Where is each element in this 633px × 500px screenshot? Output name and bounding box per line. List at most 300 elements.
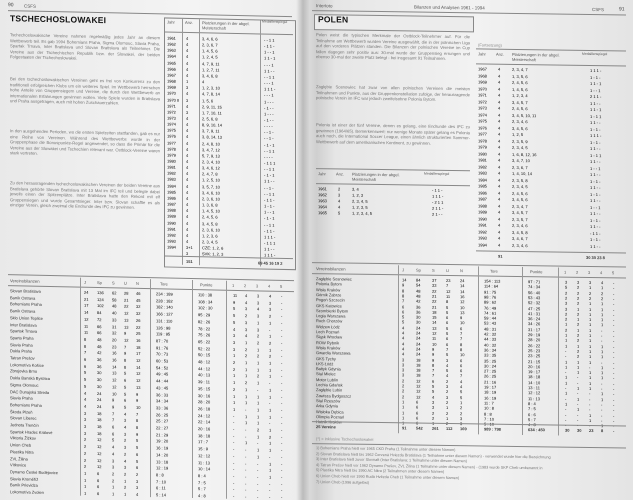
games-cell: 24 xyxy=(416,335,421,341)
points-cell: 4 : 8 xyxy=(198,493,206,499)
total-cell: 169 xyxy=(460,426,467,432)
rank-3-cell: 1 xyxy=(589,359,592,365)
rank-4-cell: 1 xyxy=(269,474,272,480)
club-name-cell: Škoda Plzeň xyxy=(10,408,33,415)
points-cell: 39 : 11 xyxy=(198,379,210,385)
count-cell: 4 xyxy=(186,214,189,220)
year-cell: 1981 xyxy=(478,157,487,163)
year-cell: 1974 xyxy=(478,111,487,118)
losses-cell: 12 xyxy=(460,299,465,305)
right-cont-header-jahr: Jahr xyxy=(478,51,486,57)
rank-1-cell: 1 xyxy=(565,390,568,396)
medals-cell: - 1 - - xyxy=(264,105,274,111)
medals-cell: 1 - - 1 xyxy=(264,49,275,56)
medals-cell: 1 - 1 - xyxy=(590,126,601,132)
losses-cell: 9 xyxy=(460,315,463,321)
wins-cell: 4 xyxy=(112,444,115,450)
seasons-cell: 14 xyxy=(402,277,407,283)
count-cell: 4 xyxy=(186,121,189,128)
year-cell: 1983 xyxy=(478,170,487,176)
rank-3-cell: - xyxy=(257,467,259,473)
games-cell: 12 xyxy=(416,383,421,389)
points-cell: 7 : 5 xyxy=(198,479,206,485)
left-club-header-tore: Tore xyxy=(160,281,168,287)
year-cell: 1992 xyxy=(478,228,487,235)
points-cell: 75 : 26 xyxy=(198,332,211,338)
rank-5-cell: - xyxy=(281,481,283,487)
rank-3-cell: 1 xyxy=(257,320,260,326)
count-cell: 4 xyxy=(498,190,501,196)
left-page xyxy=(0,0,300,500)
rank-4-cell: - xyxy=(269,327,271,333)
goals-cell: 22 : 27 xyxy=(156,425,169,431)
rank-1-cell: - xyxy=(233,446,235,453)
medals-cell: 1 - 1 - xyxy=(590,178,601,184)
rank-4-cell: - xyxy=(601,402,603,408)
placings-cell: 3, 4, 5, 6 xyxy=(512,125,528,131)
rank-5-cell: - xyxy=(281,494,283,500)
right-club-col-sep-1 xyxy=(398,265,399,433)
points-cell: 10 : 14 xyxy=(198,466,211,472)
losses-cell: 32 xyxy=(136,304,141,310)
rank-2-cell: 2 xyxy=(577,295,580,301)
rank-3-cell: 3 xyxy=(589,279,592,285)
points-cell: 35 : 15 xyxy=(198,385,211,392)
rank-2-cell: 4 xyxy=(245,299,248,305)
rank-3-cell: 2 xyxy=(257,373,260,379)
wins-cell: 31 xyxy=(112,323,117,329)
rank-1-cell: 1 xyxy=(565,401,568,407)
goals-cell: 8 : 8 xyxy=(156,472,164,478)
placings-cell: 3, 4, 5, 10, 11 xyxy=(512,112,537,118)
left-year-col-sep-1 xyxy=(182,19,183,265)
rank-5-cell: - xyxy=(613,333,615,339)
placings-cell: 4, 7, 9, 11 xyxy=(202,60,220,67)
medals-cell: 1 - 1 - xyxy=(590,191,601,197)
left-club-header-j: J xyxy=(84,279,86,285)
rank-4-cell: - xyxy=(269,481,271,487)
rank-2-cell: 4 xyxy=(245,333,248,339)
goals-cell: 60 : 53 xyxy=(156,358,169,364)
rank-2-cell: 1 xyxy=(245,373,248,379)
losses-cell: 1 xyxy=(460,400,463,406)
right-club-top-rule xyxy=(312,262,626,267)
footnote: 6) Union Cheb hieß vor 1990 Rudá Hvězda Cheb (1 Teilnahme unter diesem Namen) xyxy=(316,474,460,481)
wins-cell: 5 xyxy=(112,437,115,443)
year-cell: 1986 xyxy=(167,195,176,201)
points-cell: 14 : 10 xyxy=(528,379,541,385)
points-cell: 11 : 13 xyxy=(198,459,210,465)
count-cell: 4 xyxy=(498,112,501,118)
right-small-header-anz: Anz. xyxy=(336,171,345,177)
rank-4-cell: - xyxy=(601,417,603,423)
club-name-cell: Lechia Gdańsk xyxy=(316,382,343,388)
draws-cell: 6 xyxy=(124,377,127,383)
year-cell: 1970 II xyxy=(167,96,180,103)
losses-cell: 12 xyxy=(136,377,141,384)
rank-3-cell: 1 xyxy=(589,306,592,312)
placings-cell: 2, 3, 4, 7 xyxy=(512,203,528,209)
seasons-cell: 4 xyxy=(402,340,405,346)
losses-cell: 4 xyxy=(460,384,463,390)
rank-1-cell: 1 xyxy=(565,359,568,365)
club-name-cell: Ruch Chorzów xyxy=(316,318,343,324)
placings-cell: CZE: 1, 2, 6 xyxy=(202,245,224,251)
rank-3-cell: 1 xyxy=(589,385,592,391)
club-name-cell: Dukla Banská Bystrica xyxy=(10,375,51,382)
losses-cell: 5 xyxy=(460,389,463,395)
left-club-header-sp: Sp xyxy=(97,280,102,286)
rank-4-cell: 1 xyxy=(269,394,272,400)
rank-5-cell: - xyxy=(281,313,283,320)
seasons-cell: 1 xyxy=(402,409,405,415)
rank-4-cell: 1 xyxy=(269,320,272,326)
seasons-cell: 8 xyxy=(402,293,405,299)
club-name-cell: Union Cheb xyxy=(10,442,32,448)
rank-5-cell: - xyxy=(613,402,615,408)
placings-cell: 1, 4, 10, 14 xyxy=(512,170,533,177)
count-cell: 4 xyxy=(498,79,501,85)
rank-4-cell: 1 xyxy=(269,347,272,353)
rank-4-cell: - xyxy=(269,487,271,493)
year-cell: 1979 xyxy=(167,152,176,158)
games-cell: 24 xyxy=(416,341,421,347)
rank-3-cell: 2 xyxy=(589,295,592,301)
points-cell: 22 : 14 xyxy=(198,419,211,425)
year-cell: 1971 xyxy=(478,92,487,98)
losses-cell: 5 xyxy=(136,438,139,444)
total-cell: 989 : 798 xyxy=(484,426,501,432)
losses-cell: 14 xyxy=(460,288,465,294)
games-cell: 12 xyxy=(97,464,102,470)
placings-cell: 2, 4, 5, 6 xyxy=(512,79,528,86)
placings-cell: 2, 5, 6, 8 xyxy=(202,116,218,122)
points-cell: 4 : 8 xyxy=(528,422,536,428)
year-cell: 1982 xyxy=(478,163,487,170)
placings-cell: 1, 2, 3, 4, 5 xyxy=(352,210,373,216)
losses-cell: 12 xyxy=(136,357,141,363)
right-paragraph-2: Zagłębie Sosnowiec hat zwar von allen polnischen Vereinen die meisten Teilnahmen und Punkte, aus der Gruppenkonstellation zufolge, der herausragende polnische Verein im IFC war jedoch zweifelsohne Polonia Bytom. xyxy=(316,84,470,103)
wins-cell: 13 xyxy=(432,325,437,331)
rank-1-cell: 2 xyxy=(233,359,236,365)
rank-5-cell: - xyxy=(281,394,283,400)
right-small-header-platz: Platzierungen in der abgel. Meisterschaft xyxy=(352,171,400,182)
placings-cell: 1, 2, 5, 10 xyxy=(202,177,220,184)
rank-3-cell: 1 xyxy=(257,346,260,353)
losses-cell: 46 xyxy=(136,290,141,296)
rank-3-cell: 1 xyxy=(589,322,592,328)
wins-cell: 16 xyxy=(112,357,117,363)
draws-cell: 9 xyxy=(124,330,127,336)
rank-3-cell: 1 xyxy=(589,348,592,354)
points-cell: 11 : 13 xyxy=(528,395,540,401)
year-cell: 1981 xyxy=(167,164,176,170)
rank-4-cell: 1 xyxy=(601,301,604,307)
medals-cell: 1 1 - - xyxy=(590,100,601,106)
rank-2-cell: 1 xyxy=(577,406,580,413)
seasons-cell: 5 xyxy=(402,314,405,320)
year-cell: 1975 xyxy=(167,127,176,133)
club-name-cell: Wisła Kraków xyxy=(316,345,341,351)
draws-cell: 7 xyxy=(124,344,127,350)
games-cell: 54 xyxy=(416,282,421,288)
club-name-cell: Lokomotíva Zvolen xyxy=(10,489,44,495)
right-running-head-left: Intertoto xyxy=(316,3,333,9)
seasons-cell: 4 xyxy=(402,325,405,331)
points-cell: 5 : 7 xyxy=(528,416,536,423)
right-club-total-label: 25 Vereine xyxy=(316,424,336,430)
left-year-total-count: 151 xyxy=(186,258,193,265)
rank-3-cell: 1 xyxy=(589,332,592,338)
seasons-cell: 6 xyxy=(402,309,405,315)
games-cell: 42 xyxy=(97,350,102,356)
medals-cell: 1 1 - - xyxy=(590,119,601,126)
wins-cell: 23 xyxy=(112,343,117,350)
rank-2-cell: - xyxy=(577,401,579,407)
medals-cell: - - 1 - xyxy=(264,129,274,135)
placings-cell: 3, 4, 6, 8 xyxy=(202,73,218,79)
games-cell: 24 xyxy=(97,403,102,410)
wins-cell: 1 xyxy=(112,484,115,490)
rank-2-cell: - xyxy=(245,480,247,486)
goals-cell: 26 : 25 xyxy=(484,373,497,380)
left-paragraph-3: In den ausgehenden Perioden, wo die ersten Spielzeiten stattfanden, gab es nur eine Reihe von Vereinen. Während des Wettbewerbs wurde in der Gruppenphase die Bonuspunkte-Regel angewendet, so dass die Primär für die Vereine aus der Slowakei und Tschechien relevant war. Ostblock-Vereine waren stark vertreten. xyxy=(10,128,160,157)
rank-2-cell: - xyxy=(577,422,579,428)
draws-cell: 6 xyxy=(446,341,449,347)
rank-4-cell: 1 xyxy=(601,370,604,376)
losses-cell: 18 xyxy=(136,344,141,350)
points-cell: 12 : 12 xyxy=(198,452,211,459)
seasons-cell: 1 xyxy=(402,420,405,426)
right-club-header-j: J xyxy=(402,267,404,273)
medals-cell: 1 1 - - xyxy=(590,184,601,191)
points-cell: 47 : 25 xyxy=(528,305,541,311)
left-club-col-sep-3 xyxy=(192,280,193,498)
draws-cell: 6 xyxy=(446,336,449,342)
placings-cell: 3, 4 xyxy=(352,186,359,192)
goals-cell: 43 : 45 xyxy=(156,385,169,391)
rank-3-cell: - xyxy=(257,440,259,446)
draws-cell: 6 xyxy=(446,320,449,326)
games-cell: 6 xyxy=(416,404,419,410)
rank-2-cell: 1 xyxy=(245,386,248,392)
wins-cell: 33 xyxy=(432,283,437,289)
draws-cell: 5 xyxy=(446,325,449,331)
count-cell: 4 xyxy=(186,208,189,214)
goals-cell: 33 : 36 xyxy=(156,405,169,411)
rank-2-cell: - xyxy=(245,487,247,493)
count-cell: 4 xyxy=(338,204,341,210)
points-cell: 97 : 71 xyxy=(528,279,541,285)
rank-5-cell: - xyxy=(613,349,615,355)
count-cell: 4 xyxy=(186,226,189,232)
rank-3-cell: - xyxy=(589,391,591,397)
medals-cell: - 1 - - xyxy=(264,117,274,123)
year-cell: 1970 xyxy=(478,85,487,92)
club-name-cell: Inter Bratislava xyxy=(10,321,37,328)
points-cell: 82 : 26 xyxy=(198,318,211,325)
medals-cell: 1 - - 1 xyxy=(590,204,601,210)
placings-cell: 2, 4, 5, 6 xyxy=(512,190,528,196)
rank-4-cell: 1 xyxy=(601,364,604,370)
year-cell: 1977 xyxy=(167,140,176,146)
rank-3-cell: 3 xyxy=(257,293,260,299)
count-cell: 4 xyxy=(186,220,189,226)
rank-5-cell: - xyxy=(613,386,615,392)
rank-3-cell: 1 xyxy=(589,311,592,317)
losses-cell: 5 xyxy=(460,394,463,400)
goals-cell: 91 : 76 xyxy=(156,344,169,351)
games-cell: 24 xyxy=(416,346,421,352)
placings-cell: 2, 3, 4, 6 xyxy=(512,222,528,229)
points-cell: 23 : 25 xyxy=(528,353,541,359)
count-cell: 3 xyxy=(186,97,189,103)
medals-cell: 1 - - - xyxy=(264,99,274,105)
count-cell: 4 xyxy=(186,158,189,164)
wins-cell: 3 xyxy=(112,457,115,463)
games-cell: 30 xyxy=(97,383,102,389)
medals-cell: - - 1 1 xyxy=(264,191,275,197)
year-cell: 1970 xyxy=(167,90,176,97)
rank-2-cell: 3 xyxy=(245,319,248,325)
rank-4-cell: 1 xyxy=(269,374,272,380)
rank-2-cell: - xyxy=(245,474,247,480)
seasons-cell: 1 xyxy=(402,399,405,405)
year-cell: 1979 xyxy=(478,144,487,150)
draws-cell: 13 xyxy=(124,317,129,323)
medals-cell: 1 - - 1 xyxy=(590,87,601,93)
medals-cell: 1 1 - - xyxy=(590,243,601,249)
wins-cell: 2 xyxy=(432,410,435,416)
count-cell: 4 xyxy=(498,105,501,111)
rank-1-cell: 2 xyxy=(565,316,568,322)
rank-3-cell: 2 xyxy=(257,427,260,433)
goals-cell: 114 : 64 xyxy=(484,283,499,289)
placings-cell: 2, 3, 6, 10 xyxy=(202,196,220,202)
wins-cell: 14 xyxy=(112,364,117,370)
rank-2-cell: 2 xyxy=(577,348,580,354)
club-name-cell: Baník Ostrava xyxy=(10,308,36,314)
year-cell: 1972 xyxy=(167,109,176,115)
wins-cell: 22 xyxy=(432,298,437,305)
seasons-cell: 3 xyxy=(402,356,405,362)
rank-4-cell: 2 xyxy=(269,353,272,359)
wins-cell: 58 xyxy=(112,297,117,303)
rank-4-cell: 3 xyxy=(269,300,272,306)
placings-cell: 3, 4, 5, 7 xyxy=(512,209,528,216)
games-cell: 24 xyxy=(416,351,421,357)
rank-1-cell: 1 xyxy=(565,337,568,343)
rank-4-cell: 1 xyxy=(269,441,272,447)
losses-cell: 6 xyxy=(460,325,463,331)
placings-cell: 3, 7, 9, 11 xyxy=(202,128,220,134)
placings-cell: 2, 3, 4, 5 xyxy=(352,198,368,204)
rank-1-cell: - xyxy=(233,420,235,426)
right-country-title: POLEN xyxy=(318,14,349,25)
draws-cell: 3 xyxy=(446,383,449,389)
club-name-cell: Tatran Prešov xyxy=(10,355,35,361)
right-cont-header-platz: Platzierungen in der abgel. Meisterschaft xyxy=(512,51,560,63)
count-cell: 4 xyxy=(186,177,189,183)
draws-cell: 12 xyxy=(124,337,129,343)
losses-cell: 7 xyxy=(460,336,463,342)
year-cell: 1988 xyxy=(478,202,487,209)
rank-1-cell: 1 xyxy=(565,322,568,328)
left-club-header-u: U xyxy=(124,280,127,286)
draws-cell: 12 xyxy=(446,288,451,294)
left-paragraph-2: Bei den tschechoslowakischen Vereinen geht es frei von Konkurrenz zu den traditionell erfolgreichen Klubs um ein weiteres Spiel. Im Wettbewerb herrschen hohe Anteile von Gruppensiegern und Vereine, die durch den Wettbewerb an internationalen Erfahrungen gewinnen wollen. Viele Spiele wurden in Bratislava und Praha ausgetragen, auch mit hohen Zuschauerzahlen. xyxy=(10,76,160,106)
draws-cell: 1 xyxy=(446,415,449,421)
draws-cell: 4 xyxy=(124,424,127,430)
seasons-cell: 4 xyxy=(84,390,87,396)
rank-1-cell: 5 xyxy=(233,319,236,325)
placings-cell: 5, 7, 9, 13 xyxy=(202,153,220,159)
rank-3-cell: 2 xyxy=(257,340,260,346)
losses-cell: 9 xyxy=(136,398,139,404)
medals-cell: - 2 1 1 xyxy=(432,199,444,205)
rank-5-cell: - xyxy=(613,375,615,381)
medals-cell: 1 1 - 1 xyxy=(264,55,276,62)
draws-cell: 3 xyxy=(124,464,127,470)
wins-cell: 9 xyxy=(432,346,435,352)
placings-cell: 2, 3, 4, 5 xyxy=(512,144,528,151)
count-cell: 4 xyxy=(498,235,501,241)
goals-cell: 228 : 182 xyxy=(156,297,173,304)
rank-3-cell: - xyxy=(589,364,591,370)
wins-cell: 33 xyxy=(112,317,117,323)
total-cell: 8 xyxy=(601,428,604,434)
left-year-header-jahr: Jahr xyxy=(167,19,175,25)
goals-cell: 44 : 44 xyxy=(156,378,169,384)
games-cell: 66 xyxy=(97,323,102,329)
points-cell: 56 : 40 xyxy=(528,289,541,295)
games-cell: 124 xyxy=(97,296,104,302)
seasons-cell: 3 xyxy=(84,430,87,436)
left-club-col-sep-1 xyxy=(80,278,81,496)
year-cell: 1988 xyxy=(167,207,176,213)
rank-2-cell: 1 xyxy=(577,385,580,391)
draws-cell: 8 xyxy=(124,364,127,370)
left-club-header-s: S xyxy=(112,280,115,286)
right-small-header-jahr: Jahr xyxy=(318,171,326,177)
rank-2-cell: 1 xyxy=(245,420,248,426)
goals-cell: 13 : 18 xyxy=(156,458,169,465)
wins-cell: 9 xyxy=(112,397,115,403)
wins-cell: 12 xyxy=(112,384,117,390)
left-club-top-rule xyxy=(8,274,294,281)
club-name-cell: Lech Poznań xyxy=(316,329,340,335)
seasons-cell: 4 xyxy=(402,330,405,336)
year-cell: 1991 xyxy=(167,226,176,232)
year-cell: 1984 xyxy=(478,176,487,183)
seasons-cell: 8 xyxy=(402,287,405,293)
wins-cell: 7 xyxy=(112,417,115,423)
medals-cell: - 1 1 1 xyxy=(264,160,276,166)
rank-4-cell: - xyxy=(269,420,271,426)
rank-4-cell: 1 xyxy=(601,311,604,317)
rank-2-cell: 1 xyxy=(245,440,248,446)
wins-cell: 12 xyxy=(432,330,437,336)
games-cell: 6 xyxy=(416,415,419,421)
seasons-cell: 1 xyxy=(84,477,87,483)
left-club-col-sep-4 xyxy=(226,281,227,499)
losses-cell: 13 xyxy=(136,384,141,390)
points-cell: 21 : 15 xyxy=(528,358,541,364)
games-cell: 6 xyxy=(416,399,419,405)
left-club-col-sep-2 xyxy=(150,279,151,497)
rank-5-cell: - xyxy=(281,441,283,447)
draws-cell: 28 xyxy=(124,290,129,296)
